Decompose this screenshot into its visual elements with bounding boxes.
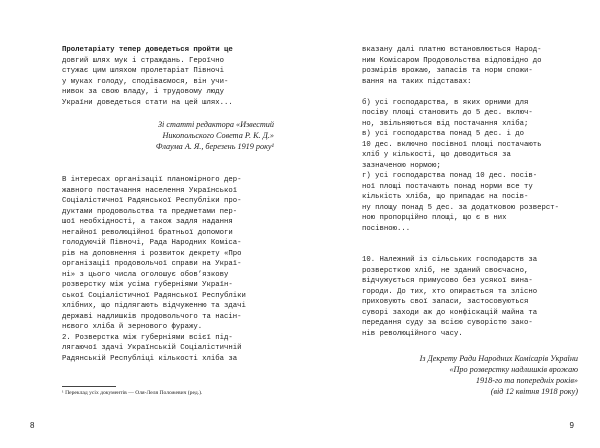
text-line: зазначеною нормою;: [362, 161, 441, 170]
text-line: посіву площі становить до 5 дес. включ-: [362, 109, 533, 117]
signature-line: 1918-го та попередніх років»: [475, 376, 578, 385]
text-line: 10 дес. включно посівної площі постачають: [362, 140, 542, 149]
text-line: негайної революційної братньої допомоги: [62, 228, 233, 237]
text-line: стужає цим шляхом пролетаріат Півночі: [62, 67, 225, 75]
right-signature: [420, 353, 578, 397]
text-line: розверсткою хліб, не зданий своєчасно,: [362, 266, 529, 275]
text-line: ну площу понад 5 дес. за додатковою розверст-: [362, 203, 560, 212]
text-line: суворі заходи аж до конфіскацій майна та: [362, 308, 538, 317]
text-line: ним Комісаром Продовольства відповідно до: [362, 56, 542, 65]
page-number: 8: [30, 421, 35, 430]
text-line: 10. Належний із сільських господарств за: [362, 256, 538, 264]
text-line: Соціалістичної Радянської Республіки про-: [62, 197, 242, 205]
signature-line: Флаума А. Я., березень 1919 року¹: [155, 142, 274, 151]
left-top-block: [62, 45, 233, 108]
footnote-rule: [62, 386, 116, 387]
signature-line: Із Декрету Ради Народних Комісарів України: [419, 354, 578, 363]
text-line: дуктами продовольства та предметами пер-: [62, 207, 238, 216]
text-line: рів на доповнення і розвиток декрету «Про: [62, 249, 242, 258]
text-line: 2. Розверстка між губерніями всієї під-: [62, 333, 233, 342]
right-page: [300, 0, 600, 448]
text-line: передання суду за всією суворістю зако-: [362, 319, 533, 327]
text-line: лягаючої здачі Українській Соціалістичній: [62, 344, 242, 352]
text-line: України доведеться стати на цей шлях...: [62, 98, 233, 107]
text-line: у муках голоду, сподіваємося, він учи-: [62, 77, 229, 86]
signature-line: «Про розверстку надлишків врожаю: [449, 365, 578, 374]
text-line: хліб у кількості, що доводиться за: [362, 151, 511, 159]
text-line: кількість хліба, що припадає на посів-: [362, 193, 529, 201]
text-line: ною пропорційно площі, що є в них: [362, 214, 507, 222]
text-line: ської Соціалістичної Радянської Республіки: [62, 291, 246, 300]
left-main-block: [62, 175, 246, 364]
text-line: ні» з цього числа оголошує обов’язкову: [62, 270, 229, 279]
text-line: нєвого хліба й зернового фуражу.: [62, 323, 203, 331]
signature-line: Никопольского Совета Р. К. Д.»: [162, 131, 274, 140]
text-line: довгий шлях мук і страждань. Героїчно: [62, 56, 225, 65]
text-line: городи. До тих, хто опирається та злісно: [362, 287, 538, 296]
text-line: но, звільняються від постачання хліба;: [362, 119, 529, 128]
text-line: г) усі господарства понад 10 дес. посів-: [362, 172, 538, 180]
text-line: державі надлишків продовольчого та насін-: [62, 312, 242, 321]
text-line: посівною...: [362, 224, 411, 233]
text-line: хлібних, що підлягають відчуженню та здачі: [62, 302, 246, 310]
text-line: в) усі господарства понад 5 дес. і до: [362, 130, 525, 138]
text-line: приховують свої запаси, застосовуються: [362, 298, 529, 306]
text-line: В інтересах організації планомірного дер-: [62, 176, 242, 184]
footnote: ¹ Переклад усіх документів — Оля-Леля Положевич (ред.).: [62, 390, 203, 396]
text-line: ної площі постачають понад норми все ту: [362, 182, 533, 191]
text-line: голодуючій Півночі, Рада Народних Коміса-: [62, 239, 242, 247]
text-line: вання на таких підставах:: [362, 77, 472, 86]
text-line: нивок за свою владу, і трудовому люду: [62, 88, 225, 96]
text-line: розверстку між усіма губерніями Україн-: [62, 281, 233, 289]
text-line: Пролетаріату тепер доведеться пройти це: [62, 46, 233, 54]
text-line: шої необхідності, а також задля надання: [62, 218, 233, 226]
page-number: 9: [569, 421, 574, 430]
text-line: вказану далі платню встановлюється Народ-: [362, 46, 542, 54]
text-line: розмірів врожаю, запасів та норм спожи-: [362, 67, 533, 75]
text-line: [362, 87, 559, 98]
signature-line: (від 12 квітня 1918 року): [490, 387, 578, 396]
text-line: б) усі господарства, в яких орними для: [362, 98, 529, 107]
text-line: нів революційного часу.: [362, 329, 463, 338]
text-line: відчужується примусово без усякої вина-: [362, 277, 533, 285]
right-top-block: [362, 45, 559, 234]
signature-line: Зі статті редактора «Известий: [158, 120, 274, 129]
text-line: Радянській Республіці кількості хліба за: [62, 354, 238, 363]
text-line: жавного постачання населення Української: [62, 186, 238, 195]
right-second-block: [362, 255, 537, 339]
text-line: організації продовольчої справи на Украї-: [62, 260, 242, 268]
left-signature: [156, 119, 274, 152]
